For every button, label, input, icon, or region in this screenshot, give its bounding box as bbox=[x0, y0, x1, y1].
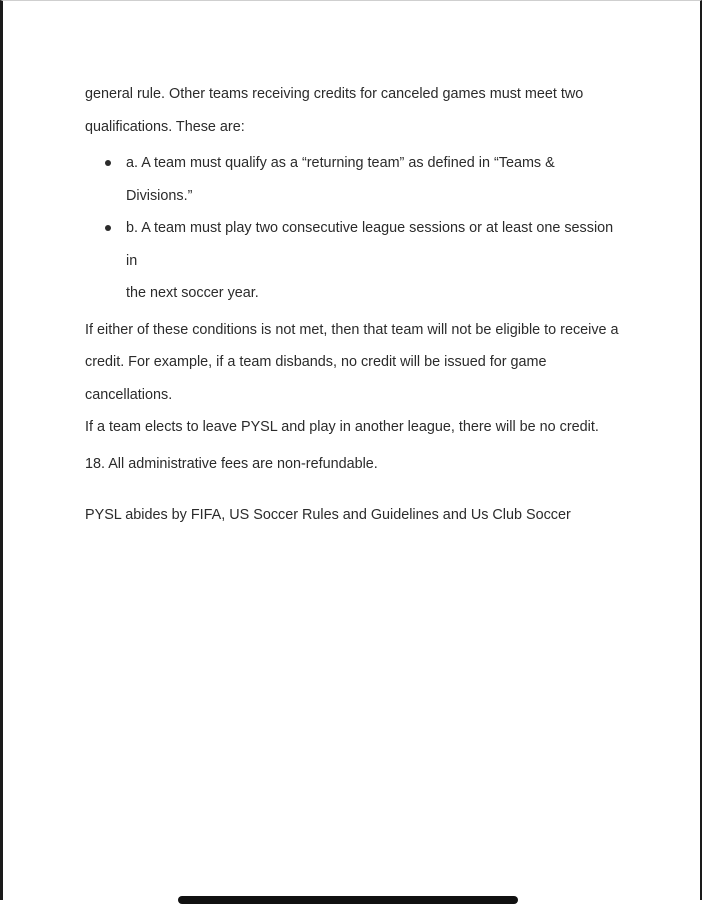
item-18-paragraph: 18. All administrative fees are non-refundable. bbox=[85, 455, 378, 472]
intro-paragraph bbox=[85, 78, 625, 143]
footer-statement: PYSL abides by FIFA, US Soccer Rules and Guidelines and Us Club Soccer bbox=[85, 507, 571, 523]
home-indicator-bar[interactable] bbox=[178, 896, 518, 904]
bullet-icon bbox=[105, 160, 111, 166]
list-item-text: a. A team must qualify as a “returning team” as defined in “Teams & Divisions.” bbox=[126, 155, 555, 204]
intro-line: general rule. Other teams receiving credits for canceled games must meet two bbox=[85, 86, 584, 102]
conditions-line: If a team elects to leave PYSL and play in another league, there will be no credit. bbox=[85, 419, 599, 435]
list-item bbox=[85, 147, 625, 212]
conditions-paragraph bbox=[85, 314, 625, 444]
qualifications-list bbox=[85, 147, 625, 310]
intro-line: qualifications. These are: bbox=[85, 118, 245, 135]
conditions-line: credit. For example, if a team disbands, no credit will be issued for game cancellations. bbox=[85, 354, 547, 403]
list-item bbox=[85, 212, 625, 310]
conditions-line: If either of these conditions is not met, then that team will not be eligible to receive a bbox=[85, 321, 619, 338]
document-body bbox=[85, 78, 625, 532]
list-item-text: the next soccer year. bbox=[126, 285, 259, 301]
bullet-icon bbox=[105, 225, 111, 231]
list-item-text: b. A team must play two consecutive league sessions or at least one session in bbox=[126, 220, 614, 269]
